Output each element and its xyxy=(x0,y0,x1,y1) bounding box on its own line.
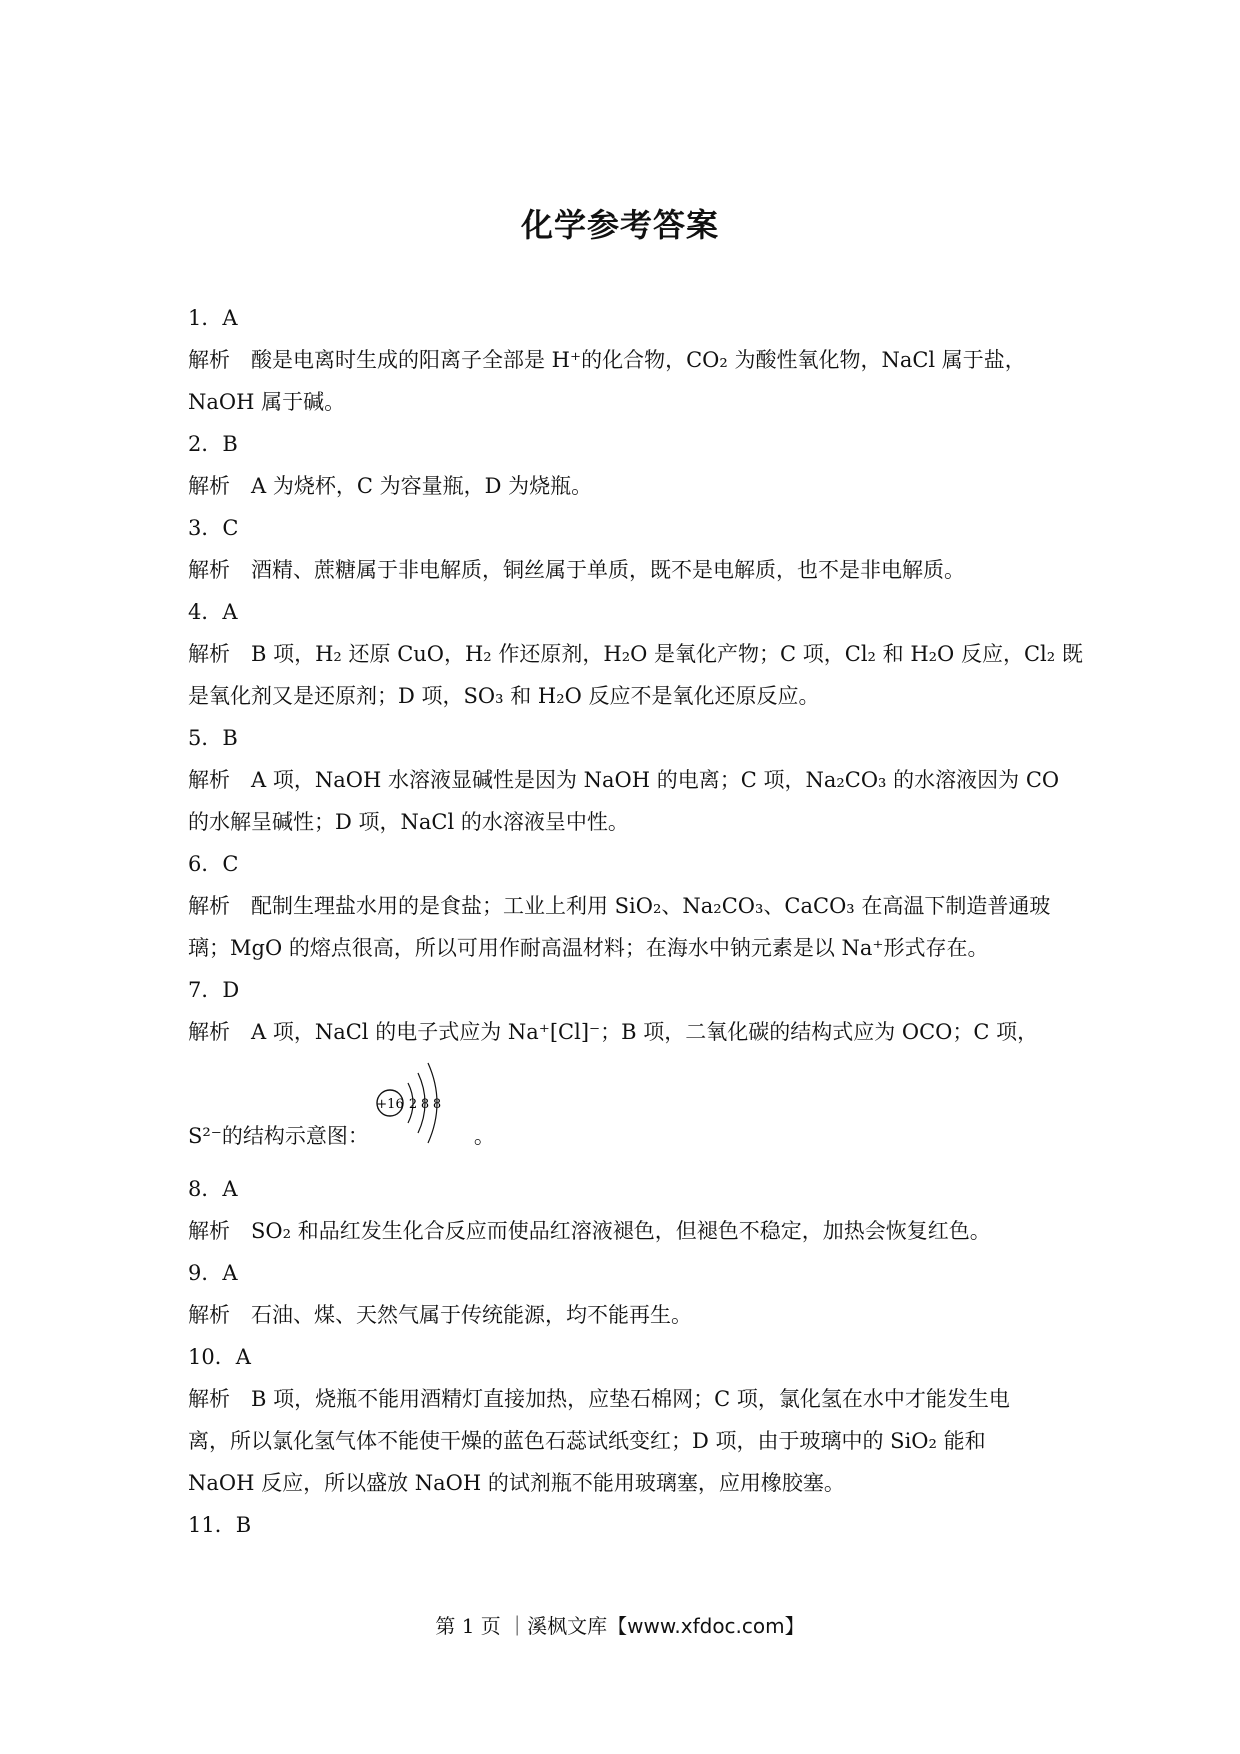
answer-explanation-line: 解析 A 为烧杯，C 为容量瓶，D 为烧瓶。 xyxy=(188,474,593,498)
answers-part-1 xyxy=(188,297,1083,1053)
answer-explanation-line: 解析 酸是电离时生成的阳离子全部是 H⁺的化合物，CO₂ 为酸性氧化物，NaCl 属于盐， xyxy=(188,348,1026,372)
shell-electrons-3: 8 xyxy=(432,1097,442,1112)
answer-explanation-line: 解析 配制生理盐水用的是食盐；工业上利用 SiO₂、Na₂CO₃、CaCO₃ 在高温下制造普通玻 xyxy=(188,894,1051,918)
page-number: 第 1 页 xyxy=(435,1614,501,1638)
answer-explanation-line: NaOH 属于碱。 xyxy=(188,390,346,414)
answer-explanation-line: 解析 B 项，烧瓶不能用酒精灯直接加热，应垫石棉网；C 项，氯化氢在水中才能发生电 xyxy=(188,1387,1010,1411)
answer-number: 6．C xyxy=(188,852,239,876)
nucleus-charge: +16 xyxy=(376,1097,404,1112)
answer-explanation-line: 解析 A 项，NaOH 水溶液显碱性是因为 NaOH 的电离；C 项，Na₂CO₃ 的水溶液因为 CO xyxy=(188,768,1060,792)
shell-electrons-2: 8 xyxy=(420,1097,430,1112)
answer-number: 10．A xyxy=(188,1345,251,1369)
shell-electrons-1: 2 xyxy=(408,1097,418,1112)
answer-explanation-line: 解析 酒精、蔗糖属于非电解质，铜丝属于单质，既不是电解质，也不是非电解质。 xyxy=(188,558,965,582)
answers-part-2 xyxy=(188,1168,1078,1546)
answer-number: 7．D xyxy=(188,978,240,1002)
answer-number: 4．A xyxy=(188,600,238,624)
answer-explanation-line: 解析 SO₂ 和品红发生化合反应而使品红溶液褪色，但褪色不稳定，加热会恢复红色。 xyxy=(188,1219,991,1243)
answer-explanation-line: 解析 B 项，H₂ 还原 CuO，H₂ 作还原剂，H₂O 是氧化产物；C 项，Cl₂ 和 H₂O 反应，Cl₂ 既 xyxy=(188,642,1083,666)
answer-number: 8．A xyxy=(188,1177,238,1201)
answer-explanation-line: 璃；MgO 的熔点很高，所以可用作耐高温材料；在海水中钠元素是以 Na⁺形式存在。 xyxy=(188,936,989,960)
footer-library-name: ｜溪枫文库 xyxy=(507,1614,608,1638)
answer-content xyxy=(188,297,1083,1546)
answer-explanation-line: 解析 石油、煤、天然气属于传统能源，均不能再生。 xyxy=(188,1303,692,1327)
page-title: 化学参考答案 xyxy=(520,206,719,244)
answer-number: 5．B xyxy=(188,726,238,750)
answer-explanation-line: NaOH 反应，所以盛放 NaOH 的试剂瓶不能用玻璃塞，应用橡胶塞。 xyxy=(188,1471,845,1495)
s2-structure-suffix: 。 xyxy=(473,1124,495,1148)
page-footer xyxy=(0,1610,1240,1639)
answer-explanation-line: 解析 A 项，NaCl 的电子式应为 Na⁺[Cl]⁻；B 项，二氧化碳的结构式应为 OCO；C 项， xyxy=(188,1020,1039,1044)
answer-number: 2．B xyxy=(188,432,238,456)
s2-structure-line xyxy=(188,1053,1078,1168)
footer-site-link[interactable]: 【www.xfdoc.com】 xyxy=(607,1614,805,1638)
answer-explanation-line: 的水解呈碱性；D 项，NaCl 的水溶液呈中性。 xyxy=(188,810,629,834)
sulfur-ion-structure-diagram xyxy=(370,1053,470,1153)
answer-number: 9．A xyxy=(188,1261,238,1285)
answer-explanation-line: 是氧化剂又是还原剂；D 项，SO₃ 和 H₂O 反应不是氧化还原反应。 xyxy=(188,684,820,708)
answer-number: 1．A xyxy=(188,306,238,330)
s2-structure-label: S²⁻的结构示意图： xyxy=(188,1124,369,1148)
answer-explanation-line: 离，所以氯化氢气体不能使干燥的蓝色石蕊试纸变红；D 项，由于玻璃中的 SiO₂ 能和 xyxy=(188,1429,986,1453)
answer-number: 3．C xyxy=(188,516,239,540)
answer-number: 11．B xyxy=(188,1513,252,1537)
